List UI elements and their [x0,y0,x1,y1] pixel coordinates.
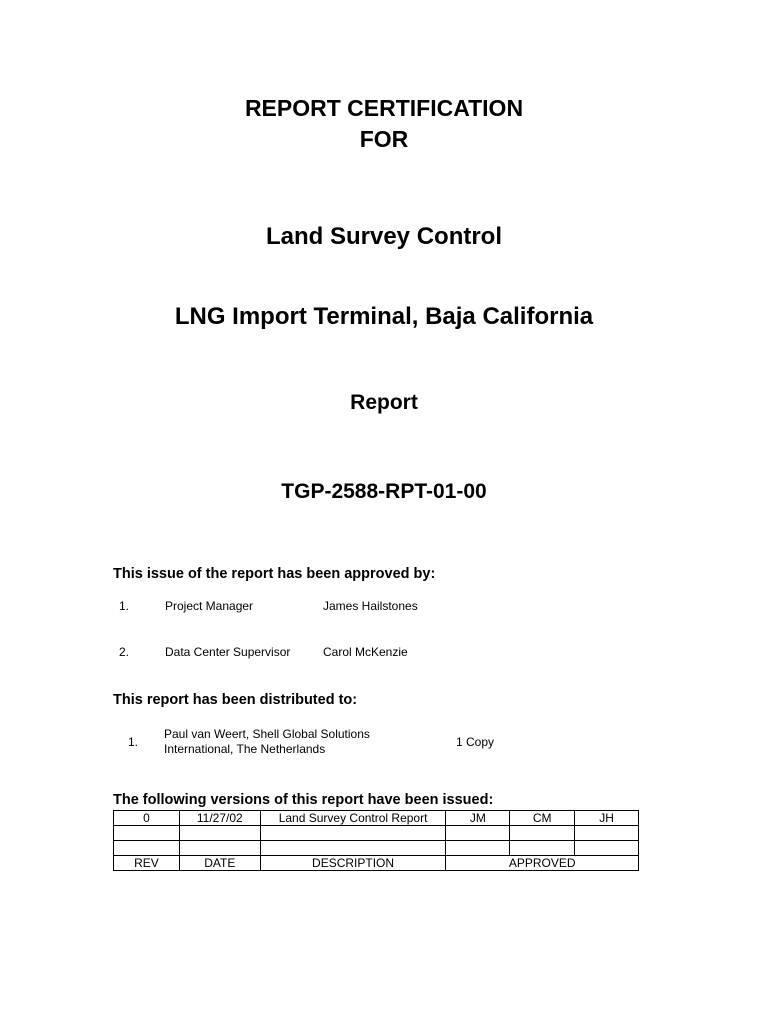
date-cell: 11/27/02 [179,811,260,826]
distribution-heading: This report has been distributed to: [113,692,358,708]
subject-title: Land Survey Control [265,223,503,250]
approval-item-role: Project Manager [165,599,254,613]
description-header: DESCRIPTION [260,856,446,871]
approver-cell [510,826,575,841]
title-line-2: FOR [359,126,409,152]
approval-item-number: 1. [119,599,130,613]
approver-cell [446,841,510,856]
date-cell [179,841,260,856]
document-type: Report [350,391,418,414]
approval-item-name: James Hailstones [323,599,418,613]
table-row [114,811,639,826]
approval-item-role: Data Center Supervisor [165,645,291,659]
rev-cell [114,826,180,841]
table-footer-row [114,856,639,871]
description-cell: Land Survey Control Report [260,811,446,826]
table-row [114,826,639,841]
rev-header: REV [114,856,180,871]
distribution-recipient-line-2: International, The Netherlands [164,742,326,756]
distribution-item-number: 1. [128,735,139,749]
approver-cell: JH [575,811,639,826]
revision-table [113,810,639,871]
approver-cell: CM [510,811,575,826]
distribution-copies: 1 Copy [456,735,495,749]
approver-cell [575,826,639,841]
distribution-recipient-line-1: Paul van Weert, Shell Global Solutions [164,727,370,741]
approval-item-number: 2. [119,645,130,659]
approver-cell [446,826,510,841]
title-line-1: REPORT CERTIFICATION [244,95,524,121]
description-cell [260,826,446,841]
approver-cell [575,841,639,856]
versions-heading: The following versions of this report have been issued: [113,792,494,808]
rev-cell [114,841,180,856]
table-row [114,841,639,856]
description-cell [260,841,446,856]
approver-cell: JM [446,811,510,826]
approval-heading: This issue of the report has been approved by: [113,566,436,582]
rev-cell: 0 [114,811,180,826]
approved-header: APPROVED [446,856,639,871]
approval-item-name: Carol McKenzie [323,645,408,659]
date-cell [179,826,260,841]
document-number: TGP-2588-RPT-01-00 [281,480,487,503]
date-header: DATE [179,856,260,871]
approver-cell [510,841,575,856]
project-title: LNG Import Terminal, Baja California [174,303,594,330]
